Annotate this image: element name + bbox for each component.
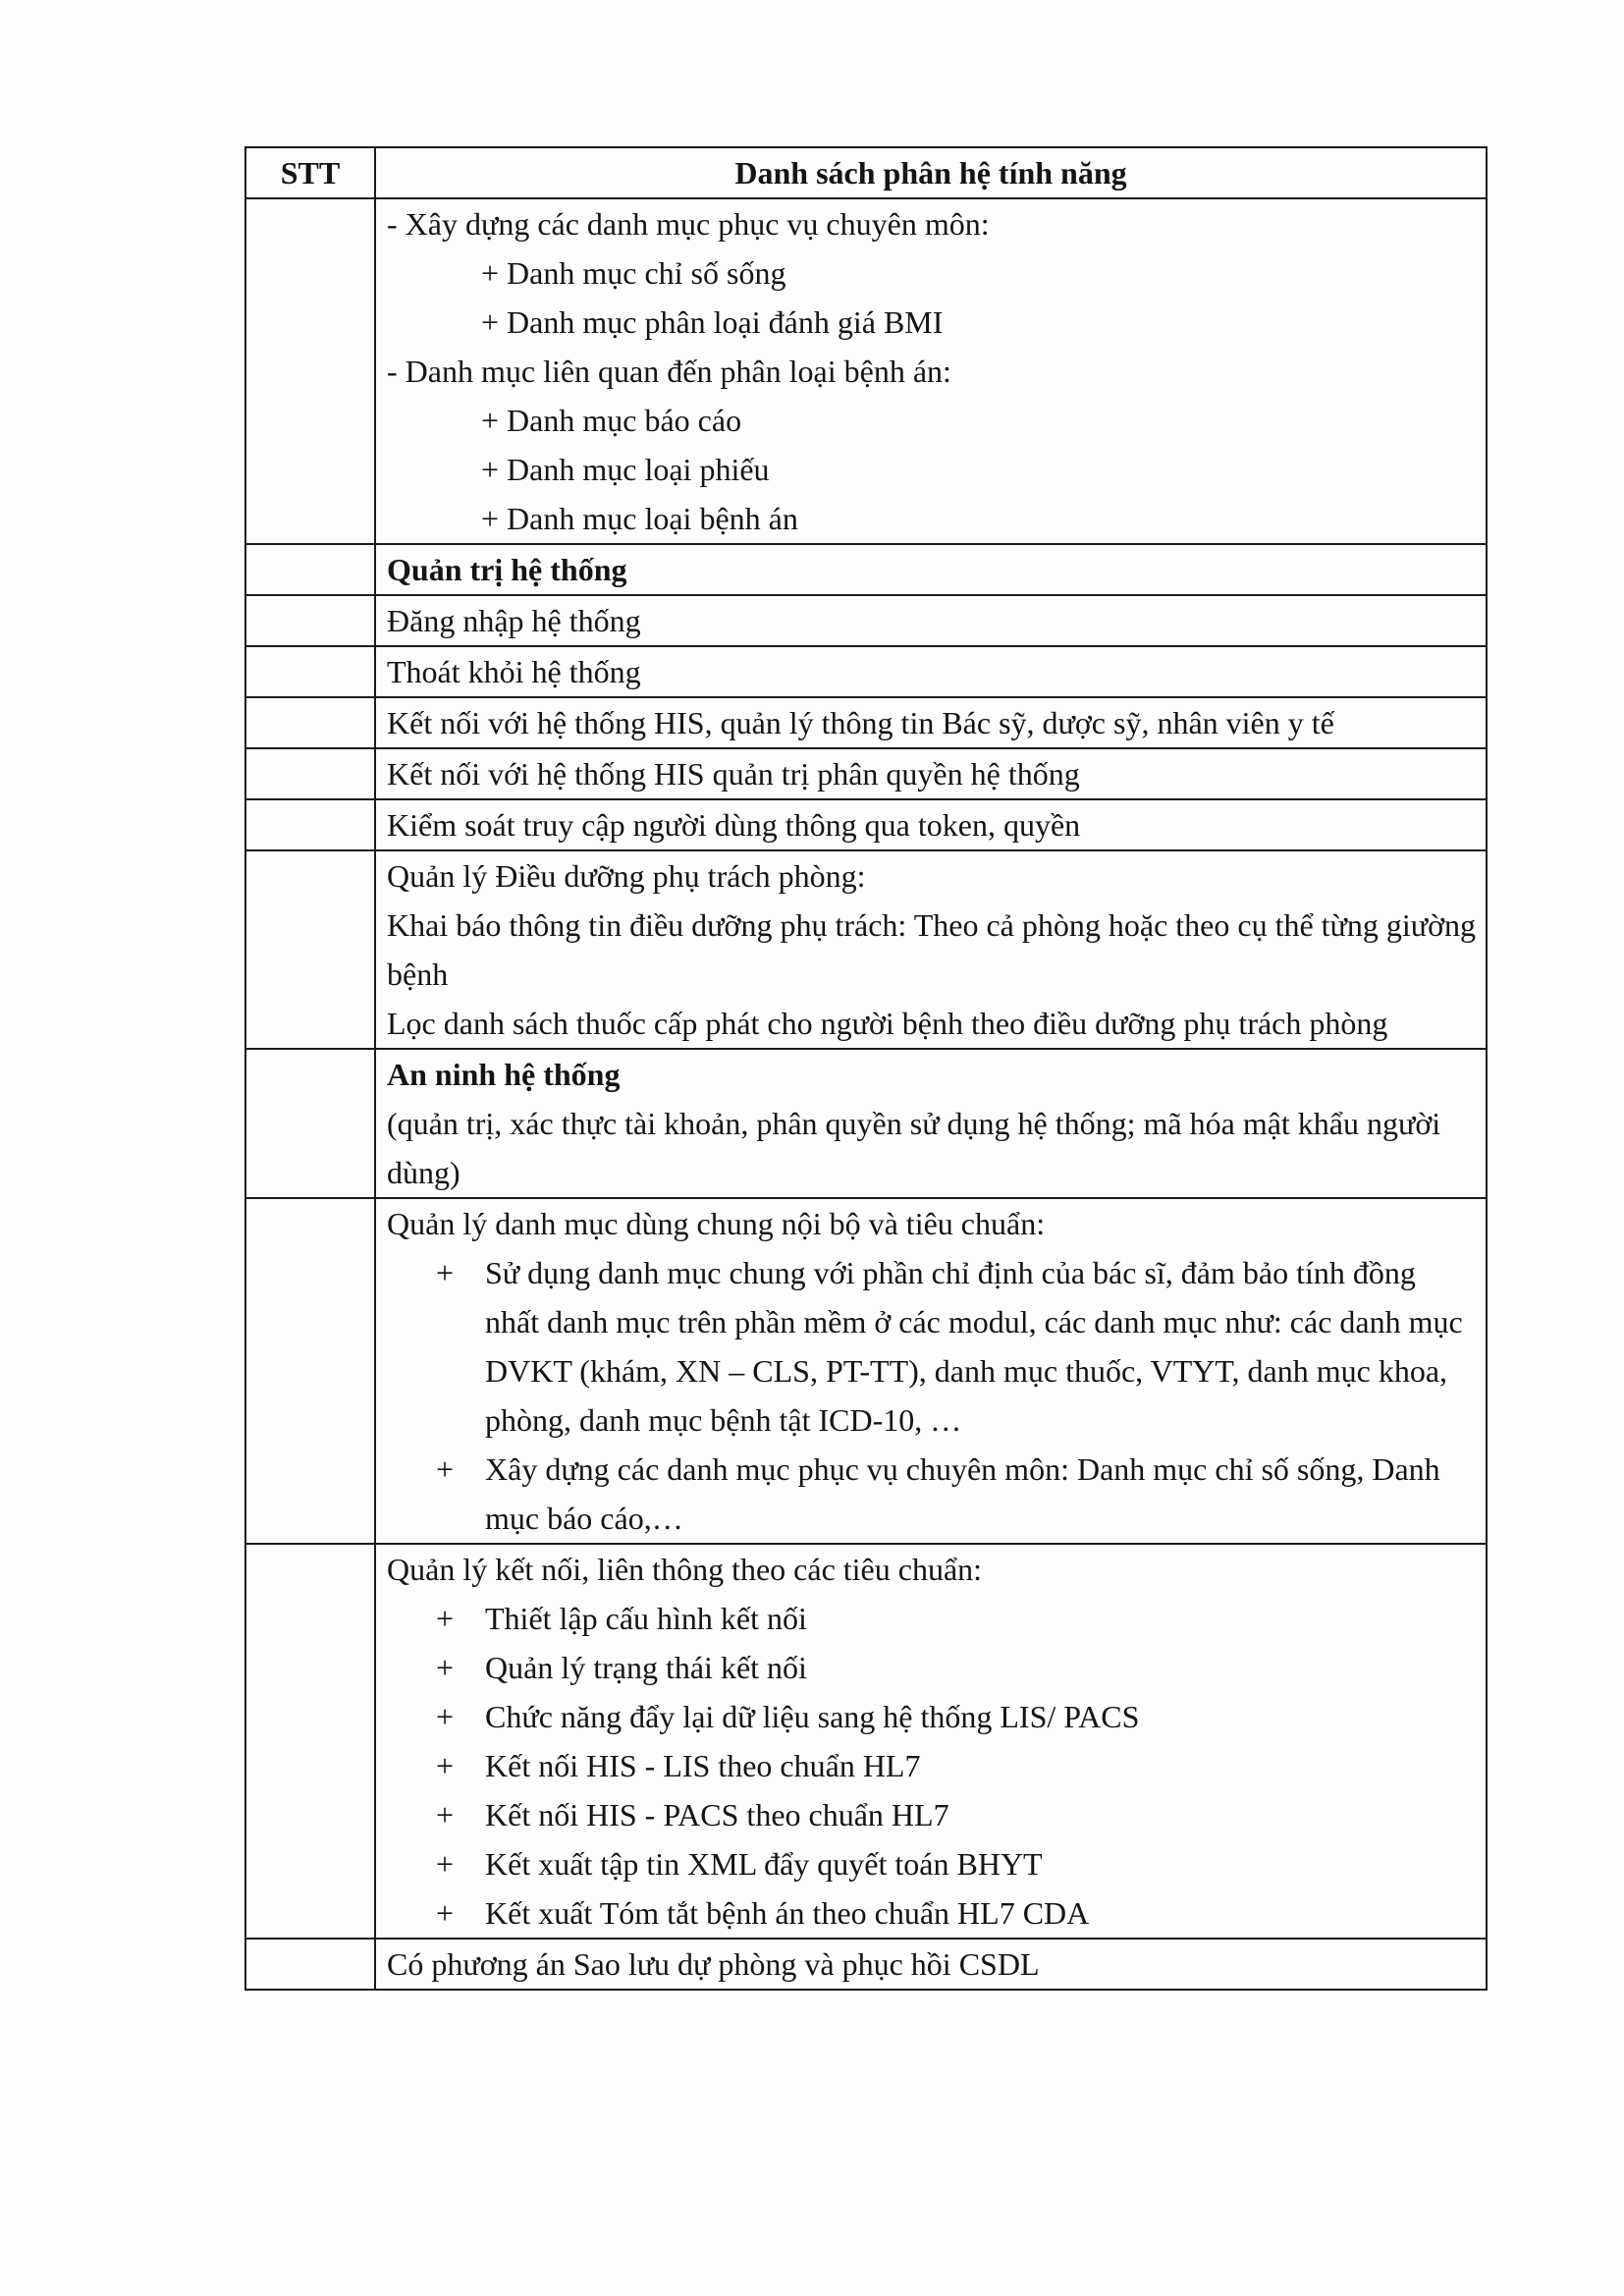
- feature-cell: [375, 1049, 1487, 1198]
- feature-text: Đăng nhập hệ thống: [387, 603, 641, 638]
- table-row: [245, 1544, 1487, 1939]
- list-item: [387, 1839, 1486, 1888]
- stt-cell: [245, 748, 375, 799]
- feature-cell: [375, 799, 1487, 850]
- list-item-text: Chức năng đẩy lại dữ liệu sang hệ thống LIS/ PACS: [485, 1699, 1140, 1734]
- feature-cell: [375, 544, 1487, 595]
- list-item-text: Kết nối HIS - LIS theo chuẩn HL7: [485, 1748, 921, 1783]
- feature-cell: [375, 697, 1487, 748]
- table-row: [245, 544, 1487, 595]
- feature-text: Kiểm soát truy cập người dùng thông qua token, quyền: [387, 807, 1081, 843]
- list-item-text: Kết nối HIS - PACS theo chuẩn HL7: [485, 1797, 949, 1832]
- feature-cell: [375, 1198, 1487, 1544]
- bullet-mark: +: [435, 1895, 454, 1931]
- list-item: [387, 1445, 1486, 1543]
- feature-line: + Danh mục báo cáo: [481, 403, 742, 438]
- list-item: [387, 1594, 1486, 1643]
- bullet-list: [387, 1594, 1486, 1938]
- feature-paragraph: (quản trị, xác thực tài khoản, phân quyền sử dụng hệ thống; mã hóa mật khẩu người dùng): [387, 1106, 1441, 1190]
- table-row: [245, 646, 1487, 697]
- feature-paragraph: Khai báo thông tin điều dưỡng phụ trách: Theo cả phòng hoặc theo cụ thể từng giường bệnh: [387, 907, 1477, 992]
- stt-cell: [245, 198, 375, 544]
- list-item-text: Thiết lập cấu hình kết nối: [485, 1601, 807, 1636]
- header-stt: STT: [245, 147, 375, 198]
- feature-paragraph: Quản lý Điều dưỡng phụ trách phòng:: [387, 858, 866, 894]
- list-item-text: Kết xuất tập tin XML đẩy quyết toán BHYT: [485, 1846, 1043, 1882]
- section-heading: An ninh hệ thống: [387, 1057, 621, 1092]
- table-row: [245, 198, 1487, 544]
- table-row: [245, 1198, 1487, 1544]
- list-item: [387, 1643, 1486, 1692]
- feature-text: Thoát khỏi hệ thống: [387, 654, 641, 689]
- feature-line: + Danh mục loại bệnh án: [481, 501, 798, 536]
- list-item: [387, 1888, 1486, 1938]
- table-row: [245, 850, 1487, 1049]
- bullet-mark: +: [435, 1650, 454, 1685]
- stt-cell: [245, 544, 375, 595]
- bullet-list: [387, 1248, 1486, 1543]
- stt-cell: [245, 850, 375, 1049]
- feature-cell: [375, 595, 1487, 646]
- feature-line: + Danh mục loại phiếu: [481, 452, 770, 487]
- feature-cell: [375, 1939, 1487, 1990]
- stt-cell: [245, 1544, 375, 1939]
- feature-line: - Danh mục liên quan đến phân loại bệnh án:: [387, 354, 951, 389]
- bullet-mark: +: [435, 1699, 454, 1734]
- bullet-mark: +: [435, 1601, 454, 1636]
- table-row: [245, 799, 1487, 850]
- list-intro: Quản lý kết nối, liên thông theo các tiêu chuẩn:: [387, 1552, 983, 1587]
- feature-text: Có phương án Sao lưu dự phòng và phục hồi CSDL: [387, 1946, 1040, 1982]
- list-item-text: Sử dụng danh mục chung với phần chỉ định của bác sĩ, đảm bảo tính đồng nhất danh mục trên phần mềm ở các modul, các danh mục như: các danh mục DVKT (khám, XN – CLS, PT-TT), danh mục thuốc, VTYT, danh mục khoa, phòng, danh mục bệnh tật ICD-10, …: [485, 1255, 1463, 1438]
- section-heading: Quản trị hệ thống: [387, 552, 627, 587]
- list-item: [387, 1692, 1486, 1741]
- feature-text: Kết nối với hệ thống HIS quản trị phân quyền hệ thống: [387, 756, 1080, 792]
- bullet-mark: +: [435, 1797, 454, 1832]
- feature-line: - Xây dựng các danh mục phục vụ chuyên môn:: [387, 206, 990, 242]
- table-row: [245, 595, 1487, 646]
- list-intro: Quản lý danh mục dùng chung nội bộ và tiêu chuẩn:: [387, 1206, 1046, 1241]
- list-item-text: Kết xuất Tóm tắt bệnh án theo chuẩn HL7 CDA: [485, 1895, 1090, 1931]
- table-row: [245, 1049, 1487, 1198]
- feature-cell: [375, 1544, 1487, 1939]
- list-item-text: Quản lý trạng thái kết nối: [485, 1650, 807, 1685]
- feature-cell: [375, 850, 1487, 1049]
- bullet-mark: +: [435, 1748, 454, 1783]
- stt-cell: [245, 1049, 375, 1198]
- bullet-mark: +: [435, 1846, 454, 1882]
- feature-cell: [375, 198, 1487, 544]
- table-row: [245, 1939, 1487, 1990]
- feature-text: Kết nối với hệ thống HIS, quản lý thông tin Bác sỹ, dược sỹ, nhân viên y tế: [387, 705, 1334, 740]
- list-item: [387, 1790, 1486, 1839]
- list-item: [387, 1741, 1486, 1790]
- feature-cell: [375, 748, 1487, 799]
- table-header-row: [245, 147, 1487, 198]
- stt-cell: [245, 1198, 375, 1544]
- list-item-text: Xây dựng các danh mục phục vụ chuyên môn: Danh mục chỉ số sống, Danh mục báo cáo,…: [485, 1451, 1440, 1536]
- bullet-mark: +: [435, 1255, 454, 1290]
- stt-cell: [245, 595, 375, 646]
- header-feature-list: Danh sách phân hệ tính năng: [375, 147, 1487, 198]
- bullet-mark: +: [435, 1451, 454, 1487]
- feature-line: + Danh mục chỉ số sống: [481, 255, 786, 291]
- feature-table: [244, 146, 1488, 1991]
- stt-cell: [245, 646, 375, 697]
- table-row: [245, 697, 1487, 748]
- feature-line: + Danh mục phân loại đánh giá BMI: [481, 304, 944, 340]
- list-item: [387, 1248, 1486, 1445]
- feature-cell: [375, 646, 1487, 697]
- stt-cell: [245, 799, 375, 850]
- feature-paragraph: Lọc danh sách thuốc cấp phát cho người bệnh theo điều dưỡng phụ trách phòng: [387, 1006, 1388, 1041]
- stt-cell: [245, 1939, 375, 1990]
- stt-cell: [245, 697, 375, 748]
- table-row: [245, 748, 1487, 799]
